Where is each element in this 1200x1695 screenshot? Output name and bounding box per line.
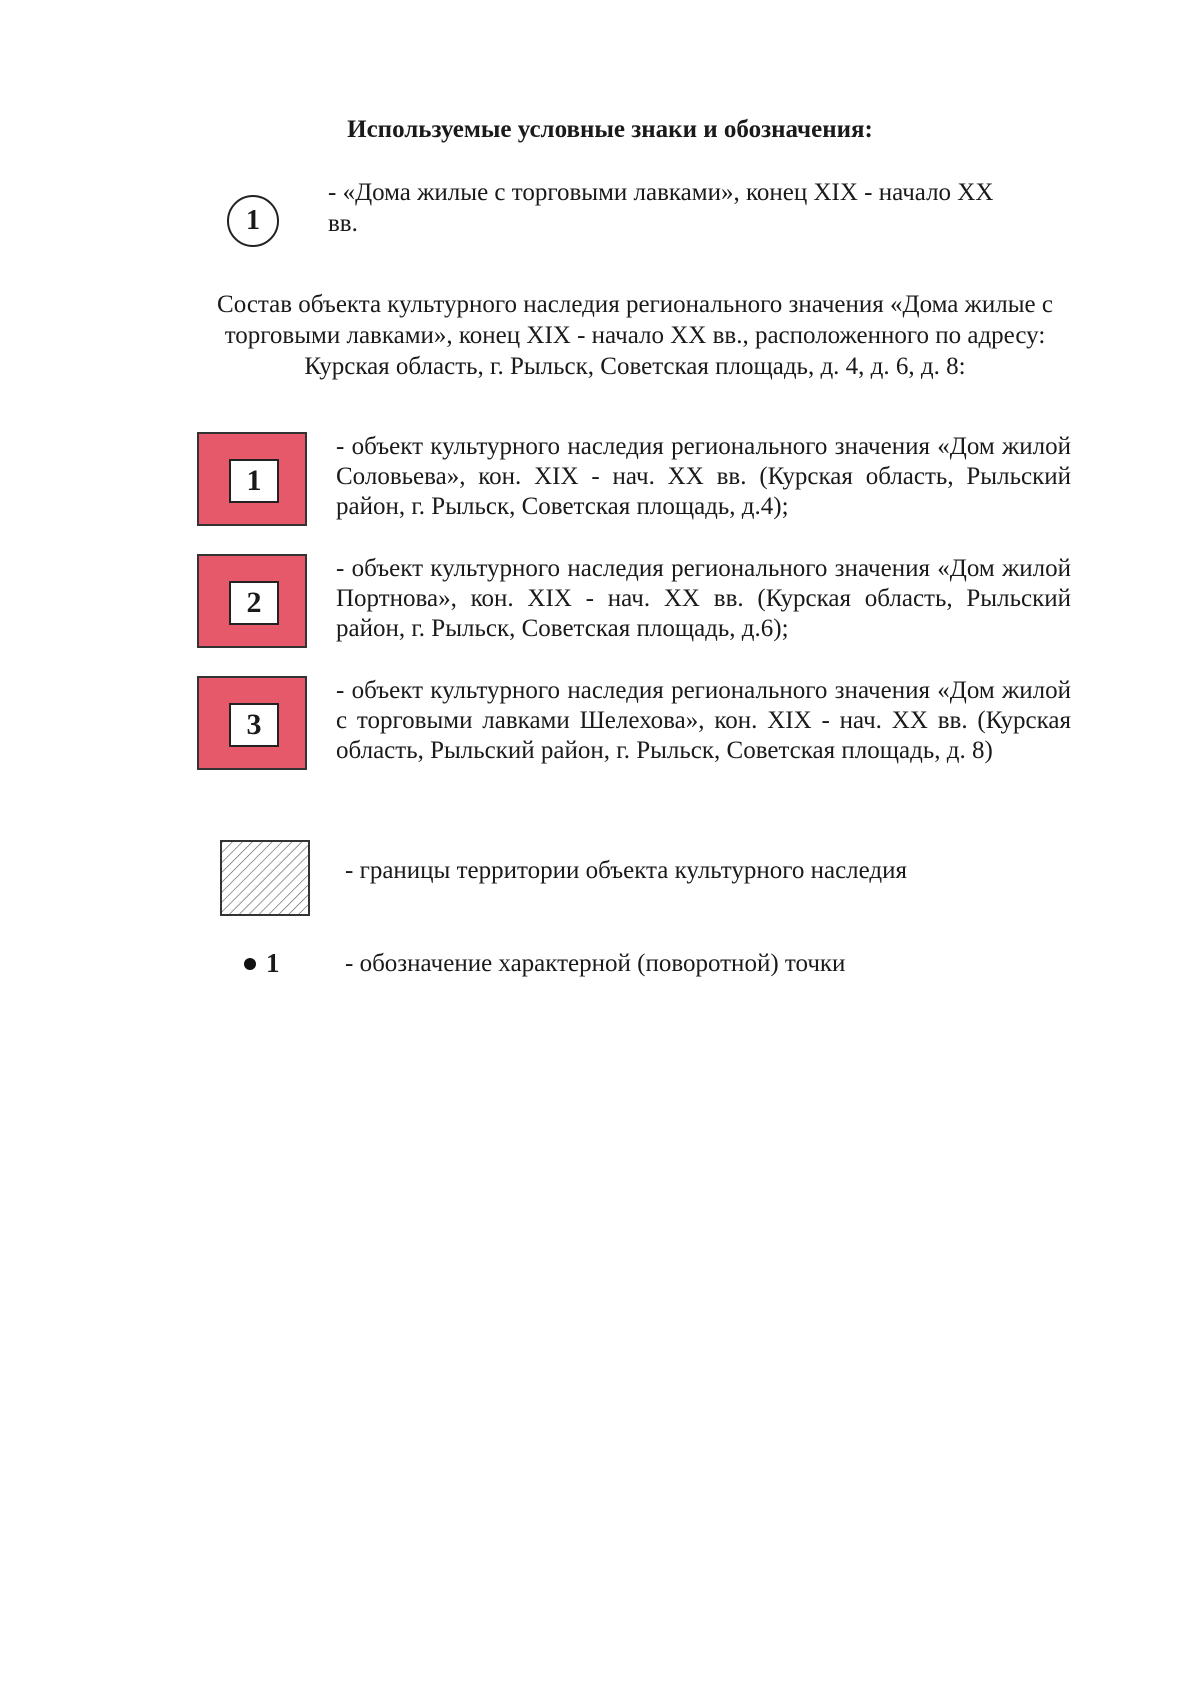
point-description: - обозначение характерной (поворотной) точки: [345, 950, 846, 977]
object-description-1: - объект культурного наследия регионального значения «Дом жилой Соловьева», кон. XIX - нач. XX вв. (Курская область, Рыльский район, г. Рыльск, Советская площадь, д.4);: [336, 433, 1071, 520]
point-symbol: [244, 948, 280, 979]
object-symbol-3: [197, 676, 307, 770]
composition-description: Состав объекта культурного наследия регионального значения «Дома жилые с торговыми лавками», конец XIX - начало XX вв., расположенного по адресу: Курская область, г. Рыльск, Советская площадь, д. 4, д. 6, д. 8:: [217, 291, 1053, 380]
object-description-3: - объект культурного наследия регионального значения «Дом жилой с торговыми лавками Шелехова», кон. XIX - нач. XX вв. (Курская область, Рыльский район, г. Рыльск, Советская площадь, д. 8): [336, 677, 1071, 764]
object-number-1: 1: [229, 459, 279, 503]
point-dot-icon: [244, 958, 256, 970]
object-number-3: 3: [229, 703, 279, 747]
hatch-description: - границы территории объекта культурного наследия: [345, 857, 908, 884]
object-number-2: 2: [229, 581, 279, 625]
hatch-pattern-icon: [222, 842, 308, 914]
circle-number: 1: [246, 205, 260, 236]
page-title: Используемые условные знаки и обозначения:: [347, 116, 873, 143]
circle-number-symbol: [227, 195, 279, 247]
object-symbol-1: [197, 432, 307, 526]
object-description-2: - объект культурного наследия регионального значения «Дом жилой Портнова», кон. XIX - нач. XX вв. (Курская область, Рыльский район, г. Рыльск, Советская площадь, д.6);: [336, 555, 1071, 642]
hatched-boundary-symbol: [220, 840, 310, 916]
point-label: 1: [266, 948, 280, 978]
object-symbol-2: [197, 554, 307, 648]
circle-symbol-description: - «Дома жилые с торговыми лавками», конец XIX - начало XX вв.: [328, 179, 994, 237]
